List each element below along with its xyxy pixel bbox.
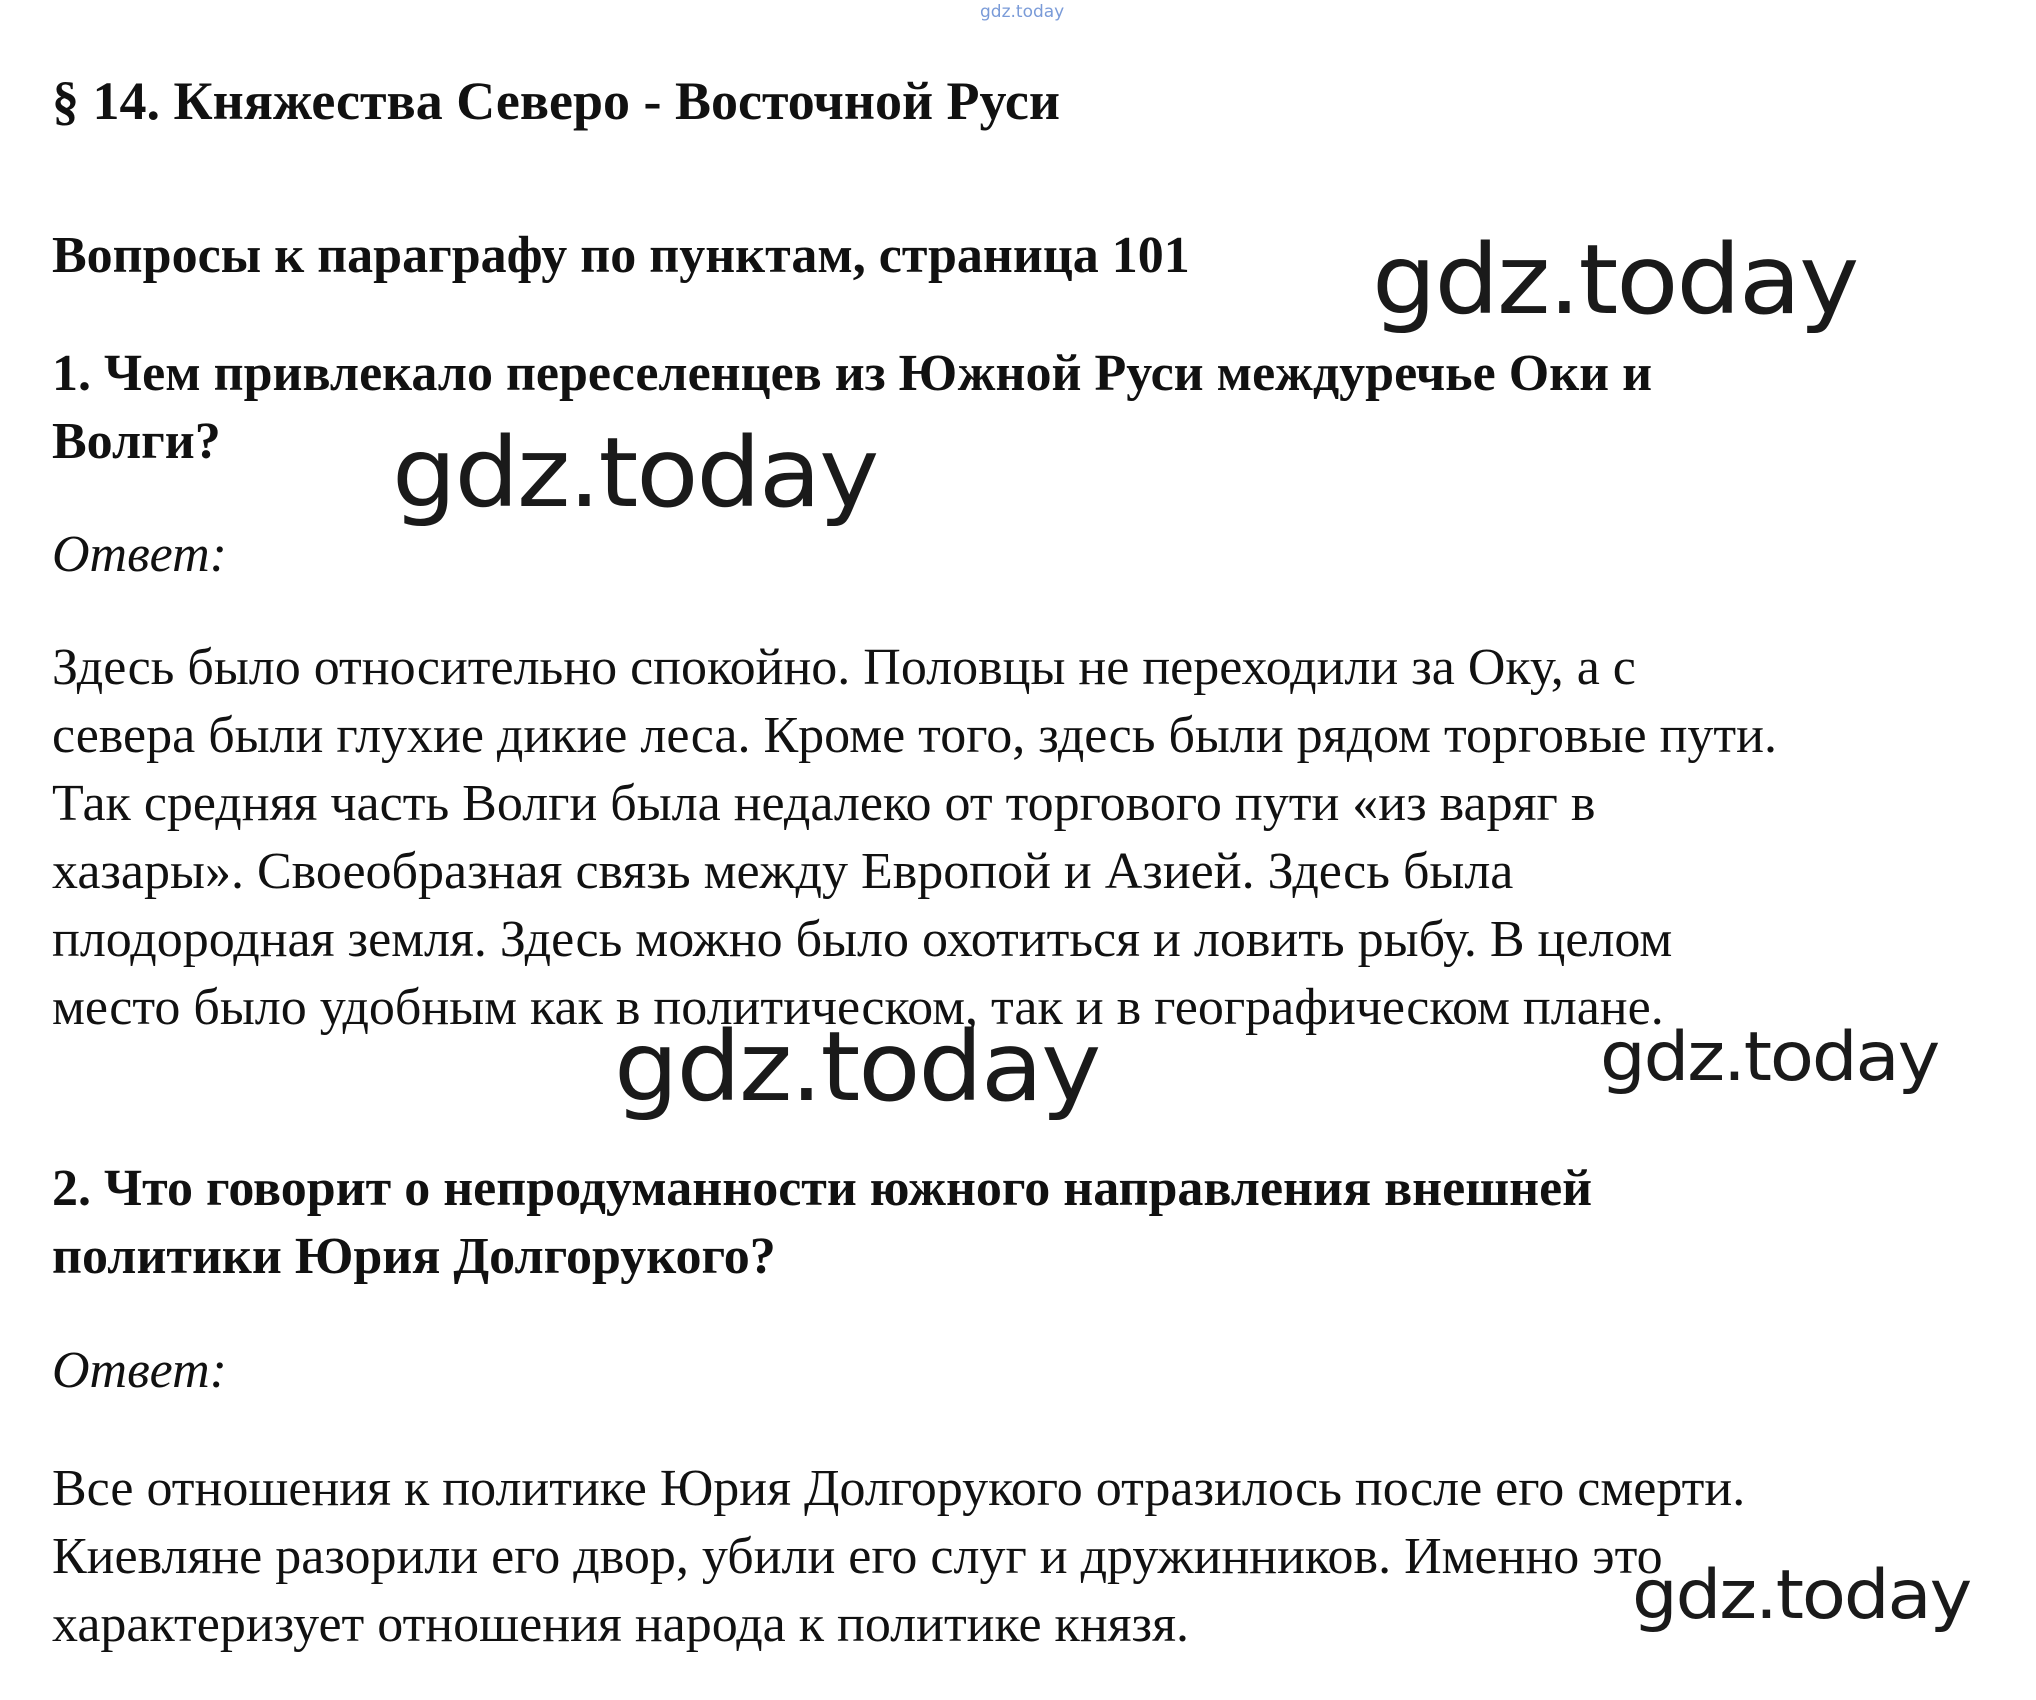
answer-1-line-1: Здесь было относительно спокойно. Половцы не переходили за Оку, а с bbox=[52, 639, 1636, 696]
answer-2-line-3: характеризует отношения народа к политике князя. bbox=[52, 1596, 1190, 1653]
answer-1-label: Ответ: bbox=[52, 526, 227, 583]
question-1-line-2: Волги? bbox=[52, 413, 221, 470]
answer-1-text bbox=[52, 634, 1777, 1042]
answer-2-line-1: Все отношения к политике Юрия Долгорукого отразилось после его смерти. bbox=[52, 1460, 1746, 1517]
answer-1-line-4: хазары». Своеобразная связь между Европой и Азией. Здесь была bbox=[52, 843, 1514, 900]
question-2 bbox=[52, 1155, 1972, 1291]
question-1 bbox=[52, 340, 1972, 476]
watermark-top: gdz.today bbox=[980, 2, 1065, 22]
answer-2-text bbox=[52, 1455, 1745, 1659]
watermark-1: gdz.today bbox=[1372, 224, 1858, 336]
question-1-line-1: 1. Чем привлекало переселенцев из Южной Руси междуречье Оки и bbox=[52, 345, 1653, 402]
page-title: § 14. Княжества Северо - Восточной Руси bbox=[52, 71, 1060, 131]
answer-2-line-2: Киевляне разорили его двор, убили его слуг и дружинников. Именно это bbox=[52, 1528, 1663, 1585]
watermark-5: gdz.today bbox=[1632, 1556, 1971, 1635]
answer-1-line-5: плодородная земля. Здесь можно было охотиться и ловить рыбу. В целом bbox=[52, 911, 1673, 968]
answer-1-line-2: севера были глухие дикие леса. Кроме того, здесь были рядом торговые пути. bbox=[52, 707, 1777, 764]
watermark-3: gdz.today bbox=[614, 1011, 1100, 1123]
answer-2-label: Ответ: bbox=[52, 1342, 227, 1399]
question-2-line-1: 2. Что говорит о непродуманности южного направления внешней bbox=[52, 1160, 1593, 1217]
watermark-4: gdz.today bbox=[1600, 1018, 1939, 1097]
section-heading: Вопросы к параграфу по пунктам, страница 101 bbox=[52, 227, 1190, 284]
answer-1-line-6: место было удобным как в политическом, так и в географическом плане. bbox=[52, 979, 1664, 1036]
question-2-line-2: политики Юрия Долгорукого? bbox=[52, 1228, 776, 1285]
watermark-2: gdz.today bbox=[392, 417, 878, 529]
answer-1-line-3: Так средняя часть Волги была недалеко от торгового пути «из варяг в bbox=[52, 775, 1596, 832]
